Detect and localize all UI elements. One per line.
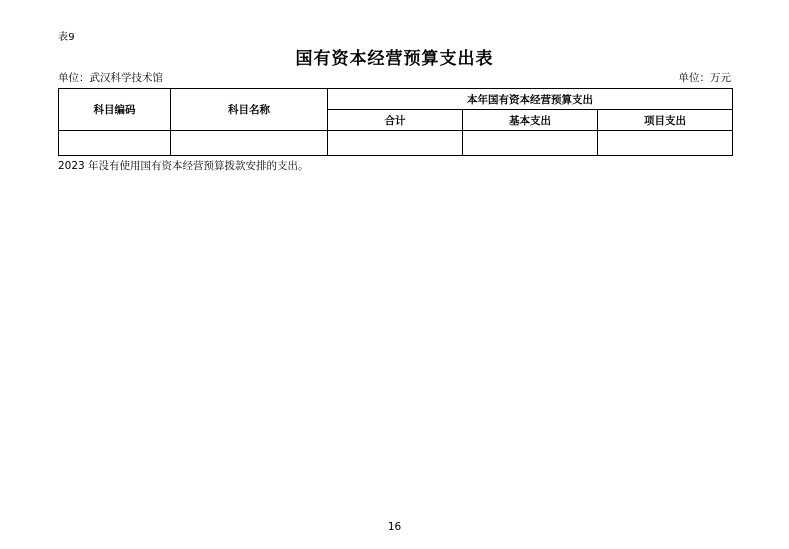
table-header: [59, 89, 733, 131]
header-row-top: [59, 89, 733, 110]
cell-code: [59, 131, 171, 156]
table-label: 表9: [58, 32, 75, 43]
cell-project: [598, 131, 733, 156]
cell-name: [171, 131, 328, 156]
unit-right-label: 单位：万元: [678, 72, 731, 84]
unit-meta-row: [58, 70, 731, 84]
cell-total: [328, 131, 463, 156]
column-header-code: 科目编码: [59, 89, 171, 131]
column-header-name: 科目名称: [171, 89, 328, 131]
table-row: [59, 131, 733, 156]
page-number: 16: [387, 521, 402, 533]
table-note: 2023 年没有使用国有资本经营预算拨款安排的支出。: [58, 160, 309, 172]
column-header-total: 合计: [328, 110, 463, 131]
table-body: [59, 131, 733, 156]
column-header-project: 项目支出: [598, 110, 733, 131]
unit-left-label: 单位：武汉科学技术馆: [58, 72, 163, 84]
budget-table: [58, 88, 733, 156]
cell-basic: [463, 131, 598, 156]
page-title: 国有资本经营预算支出表: [295, 49, 494, 69]
column-header-basic: 基本支出: [463, 110, 598, 131]
column-header-group: 本年国有资本经营预算支出: [328, 89, 733, 110]
